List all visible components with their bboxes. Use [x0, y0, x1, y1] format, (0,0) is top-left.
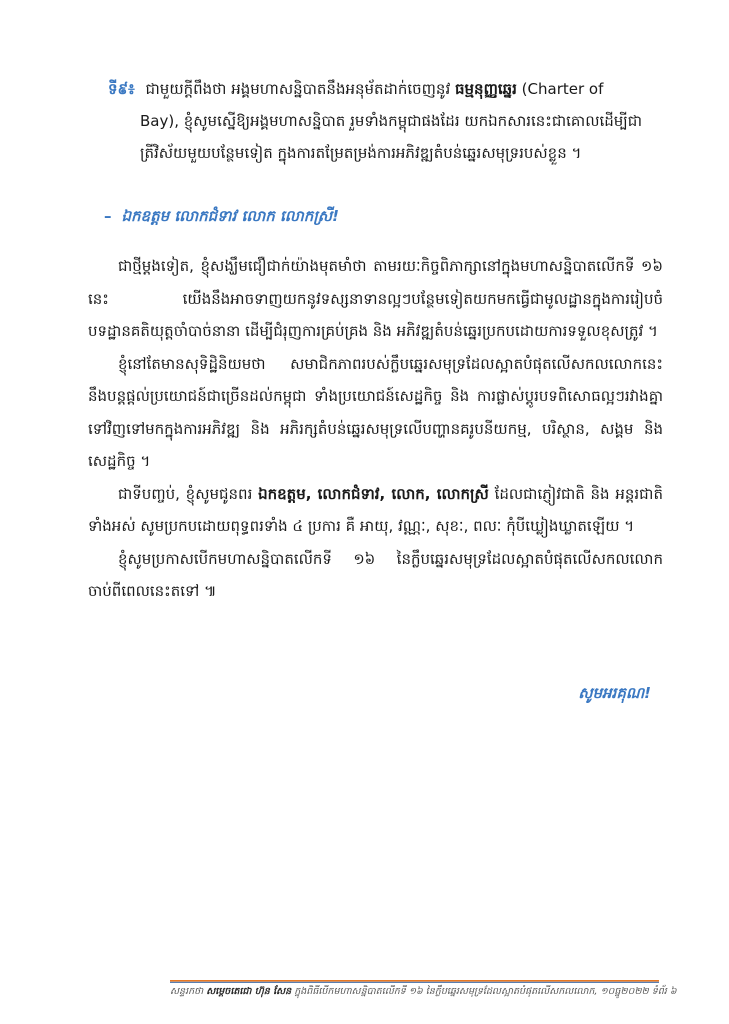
greeting-heading	[104, 207, 339, 229]
thanks-text: សូមអរគុណ!	[578, 684, 651, 702]
point-text-b: (Charter of	[521, 80, 604, 98]
footer-event: ក្នុងពិធីបើកមហាសន្និបាតលើកទី ១៦ នៃក្លឹបឆ្នេរសមុទ្រដែលស្អាតបំផុតលើសកលលោក, ១០ធ្នូ២០២២	[294, 986, 649, 997]
paragraph-3-a: ជាទីបញ្ចប់, ខ្ញុំសូមជូនពរ	[118, 484, 253, 503]
point-9	[108, 73, 663, 169]
footer-speaker: សម្តេចតេជោ ហ៊ុន សែន	[206, 986, 292, 997]
page-footer	[170, 985, 677, 999]
point-text-a: ជាមួយក្តីពឹងថា អង្គមហាសន្និបាតនឹងអនុម័តដាក់ចេញនូវ	[145, 80, 451, 98]
paragraph-1: ជាថ្មីម្តងទៀត, ខ្ញុំសង្ឃឹមជឿជាក់យ៉ាងមុតមាំថា តាមរយៈកិច្ចពិភាក្សានៅក្នុងមហាសន្និបាតលើកទី ១៦ នេះ យើងនឹងអាចទាញយកនូវទស្សនាទានល្អៗបន្ថែមទៀតយកមកធ្វើជាមូលដ្ឋានក្នុងការរៀបចំបទដ្ឋានគតិយុត្តចាំបាច់នានា ដើម្បីជំរុញការគ្រប់គ្រង និង អភិវឌ្ឍតំបន់ឆ្នេរប្រកបដោយការទទួលខុសត្រូវ ។	[88, 257, 663, 340]
greeting-dash: –	[104, 207, 112, 225]
point-bold-term: ធម្មនុញ្ញឆ្នេរ	[455, 80, 517, 98]
footer-prefix: សន្ទរកថា	[170, 986, 204, 997]
footer-rule-orange	[170, 980, 659, 982]
greeting-text: ឯកឧត្តម លោកជំទាវ លោក លោកស្រី!	[121, 207, 339, 225]
paragraph-3-b: ដែលជាភ្ញៀវជាតិ និង អន្តរជាតិទាំងអស់ សូមប្រកបដោយពុទ្ធពរទាំង ៤ ប្រការ គឺ អាយុ, វណ្ណៈ, សុខៈ, ពលៈ កុំបីឃ្លៀងឃ្លាតឡើយ ។	[88, 484, 663, 535]
point-number: ទី៩៖	[108, 80, 135, 98]
paragraph-3-bold: ឯកឧត្តម, លោកជំទាវ, លោក, លោកស្រី	[258, 484, 489, 503]
point-text-rest: Bay), ខ្ញុំសូមស្នើឱ្យអង្គមហាសន្និបាត រួមទាំងកម្ពុជាផងដែរ យកឯកសារនេះជាគោលដើម្បីជាត្រីវិស័យមួយបន្ថែមទៀត ក្នុងការតម្រែតម្រង់ការអភិវឌ្ឍតំបន់ឆ្នេរសមុទ្ររបស់ខ្លួន ។	[140, 112, 643, 162]
footer-rule	[170, 980, 659, 983]
paragraph-4: ខ្ញុំសូមប្រកាសបើកមហាសន្និបាតលើកទី ១៦ នៃក្លឹបឆ្នេរសមុទ្រដែលស្អាតបំផុតលើសកលលោក ចាប់ពីពេលនេះតទៅ ៕	[88, 549, 663, 600]
body-paragraphs	[88, 250, 663, 608]
footer-page-number: ទំព័រ ៦	[651, 986, 677, 997]
paragraph-3	[88, 478, 663, 543]
footer-rule-blue	[170, 982, 659, 983]
paragraph-2: ខ្ញុំនៅតែមានសុទិដ្ឋិនិយមថា សមាជិកភាពរបស់ក្លឹបឆ្នេរសមុទ្រដែលស្អាតបំផុតលើសកលលោកនេះ នឹងបន្តផ្តល់ប្រយោជន៍ជាច្រើនដល់កម្ពុជា ទាំងប្រយោជន៍សេដ្ឋកិច្ច និង ការផ្លាស់ប្តូរបទពិសោធល្អៗរវាងគ្នាទៅវិញទៅមកក្នុងការអភិវឌ្ឍ និង អភិរក្សតំបន់ឆ្នេរសមុទ្រលើបញ្ហានគរូបនីយកម្ម, បរិស្ថាន, សង្គម និង សេដ្ឋកិច្ច ។	[88, 354, 663, 470]
